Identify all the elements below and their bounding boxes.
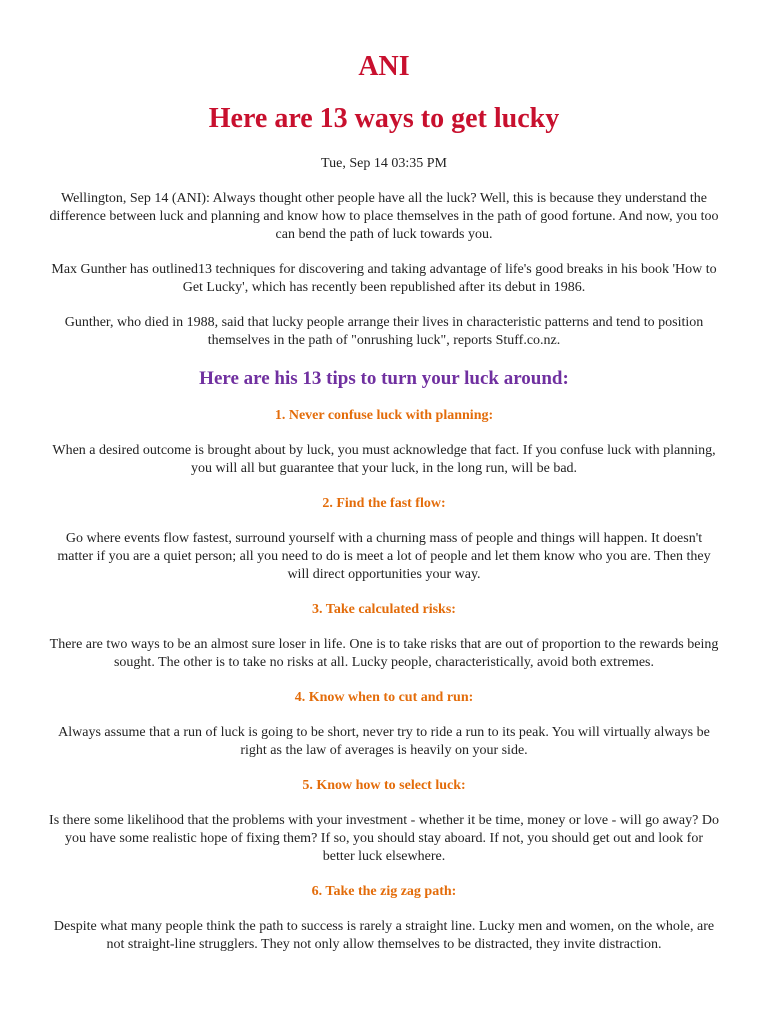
tip-title: 5. Know how to select luck: — [302, 778, 466, 793]
tip-text: Always assume that a run of luck is going to be short, never try to ride a run to its peak. You will virtually always be right as the law of averages is heavily on your side. — [58, 725, 710, 758]
tip-title: 6. Take the zig zag path: — [311, 884, 457, 899]
tip-title: 4. Know when to cut and run: — [294, 690, 474, 705]
tip-text: When a desired outcome is brought about by luck, you must acknowledge that fact. If you confuse luck with planning, you will all but guarantee that your luck, in the long run, will be bad. — [52, 443, 716, 476]
intro-paragraph: Wellington, Sep 14 (ANI): Always thought other people have all the luck? Well, this is because they understand the difference between luck and planning and know how to place themselves in the path of good fortune. And now, you too can bend the path of luck towards you. — [49, 191, 719, 242]
tip-text: Go where events flow fastest, surround yourself with a churning mass of people and things will happen. It doesn't matter if you are a quiet person; all you need to do is meet a lot of people and let them know who you are. Then they will direct opportunities your way. — [57, 531, 711, 582]
tip-title: 1. Never confuse luck with planning: — [274, 408, 494, 423]
article-body — [48, 190, 720, 971]
intro-paragraph: Max Gunther has outlined13 techniques for discovering and taking advantage of life's good breaks in his book 'How to Get Lucky', which has recently been republished after its debut in 1986. — [51, 262, 717, 295]
tip-text: Is there some likelihood that the problems with your investment - whether it be time, money or love - will go away? Do you have some realistic hope of fixing them? If so, you should stay aboard. If not, you should get out and look for better luck elsewhere. — [49, 813, 719, 864]
tip-text: Despite what many people think the path to success is rarely a straight line. Lucky men and women, on the whole, are not straight-line strugglers. They not only allow themselves to be distracted, they invite distraction. — [53, 919, 715, 952]
tip-title: 2. Find the fast flow: — [322, 496, 446, 511]
tips-heading: Here are his 13 tips to turn your luck around: — [199, 368, 569, 389]
tip-text: There are two ways to be an almost sure loser in life. One is to take risks that are out of proportion to the rewards being sought. The other is to take no risks at all. Lucky people, characteristically, avoid both extremes. — [49, 637, 719, 670]
source-label: ANI — [358, 51, 410, 82]
tip-title: 3. Take calculated risks: — [312, 602, 456, 617]
article-headline: Here are 13 ways to get lucky — [208, 103, 560, 134]
intro-paragraph: Gunther, who died in 1988, said that lucky people arrange their lives in characteristic patterns and tend to position themselves in the path of "onrushing luck", reports Stuff.co.nz. — [64, 315, 704, 348]
article-dateline: Tue, Sep 14 03:35 PM — [321, 156, 447, 171]
